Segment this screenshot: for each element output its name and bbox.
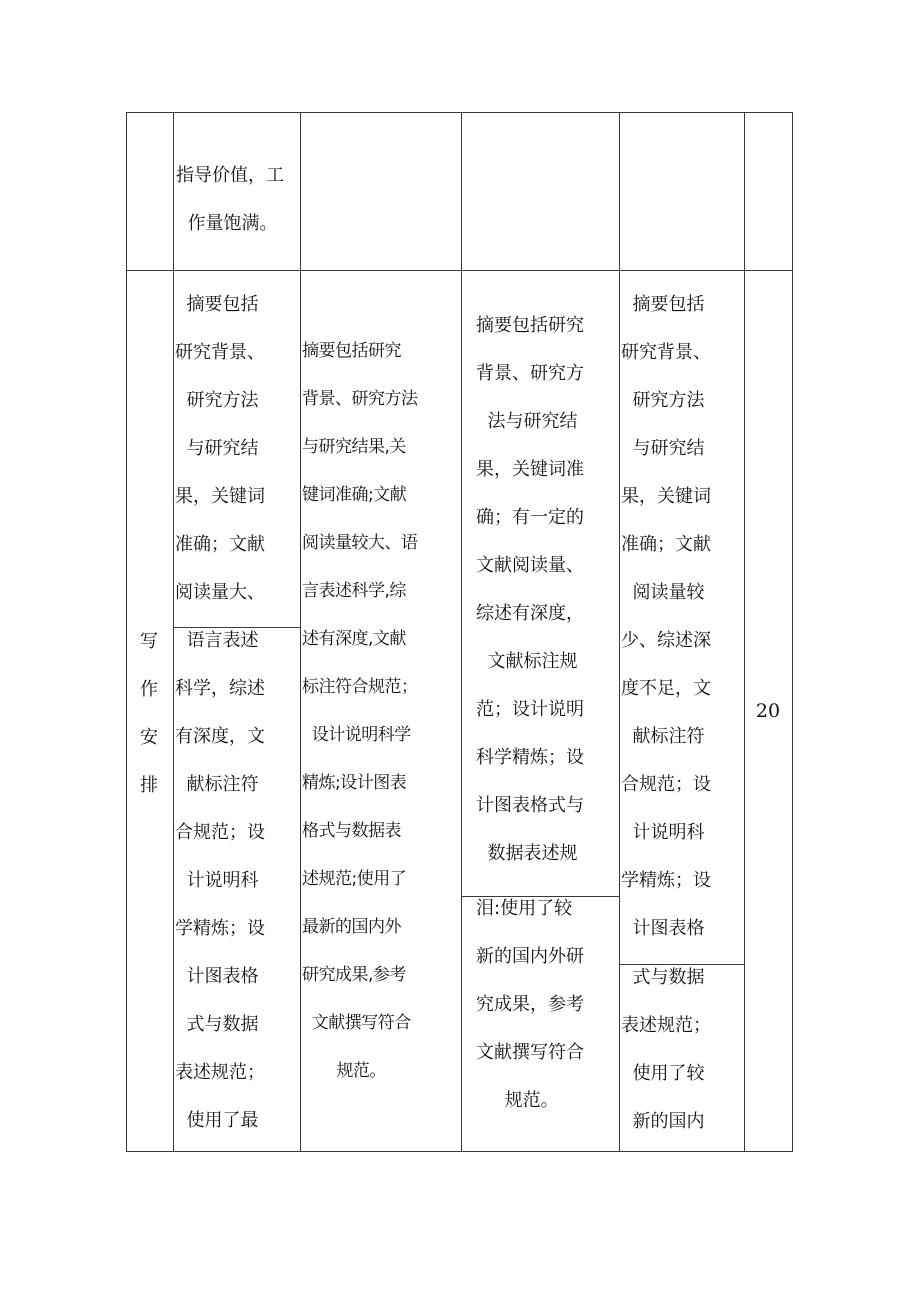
row2-col4-part1: 摘要包括 研究背景、 研究方法 与研究结 果，关键词 准确；文献 阅读量较 少、综述深 度不足，文 献标注符 合规范；设 计说明科 学精炼；设 计图表格 [621,294,711,939]
table-top-border [126,112,793,113]
row1-col1-text: 指导价值，工 作量饱满。 [176,165,284,234]
row2-col4-part2: 式与数据 表述规范； 使用了较 新的国内 [621,967,711,1132]
row2-col3-part2: 泪:使用了较 新的国内外研 究成果，参考 文献撰写符合 规范。 [476,898,584,1111]
row2-col1-part2: 语言表述 科学，综述 有深度，文 献标注符 合规范；设 计说明科 学精炼；设 计图表格 式与数据 表述规范； 使用了最 [175,630,265,1131]
col-divider-2 [300,112,301,1152]
row2-col3-part1: 摘要包括研究 背景、研究方 法与研究结 果，关键词准 确；有一定的 文献阅读量、 综述有深度， 文献标注规 范；设计说明 科学精炼；设 计图表格式与 数据表述规 [476,315,584,864]
col-divider-5 [744,112,745,1152]
row-divider [126,270,793,271]
category-label-writing-arrangement: 写 作 安 排 [140,631,158,796]
row2-col2-text: 摘要包括研究 背景、研究方法 与研究结果,关 键词准确;文献 阅读量较大、语 言表述科学,综 述有深度,文献 标注符合规范； 设计说明科学 精炼;设计图表 格式与数据表 述规范;使用了 最新的国内外 研究成果,参考 文献撰写符合 规范。 [302,341,418,1081]
table-bottom-border [126,1151,793,1152]
col-divider-1 [173,112,174,1152]
row2-score: 20 [755,700,781,722]
col-divider-4 [619,112,620,1152]
col-divider-3 [461,112,462,1152]
row2-col1-part1: 摘要包括 研究背景、 研究方法 与研究结 果，关键词 准确；文献 阅读量大、 [175,294,265,603]
table-right-border [792,112,793,1152]
